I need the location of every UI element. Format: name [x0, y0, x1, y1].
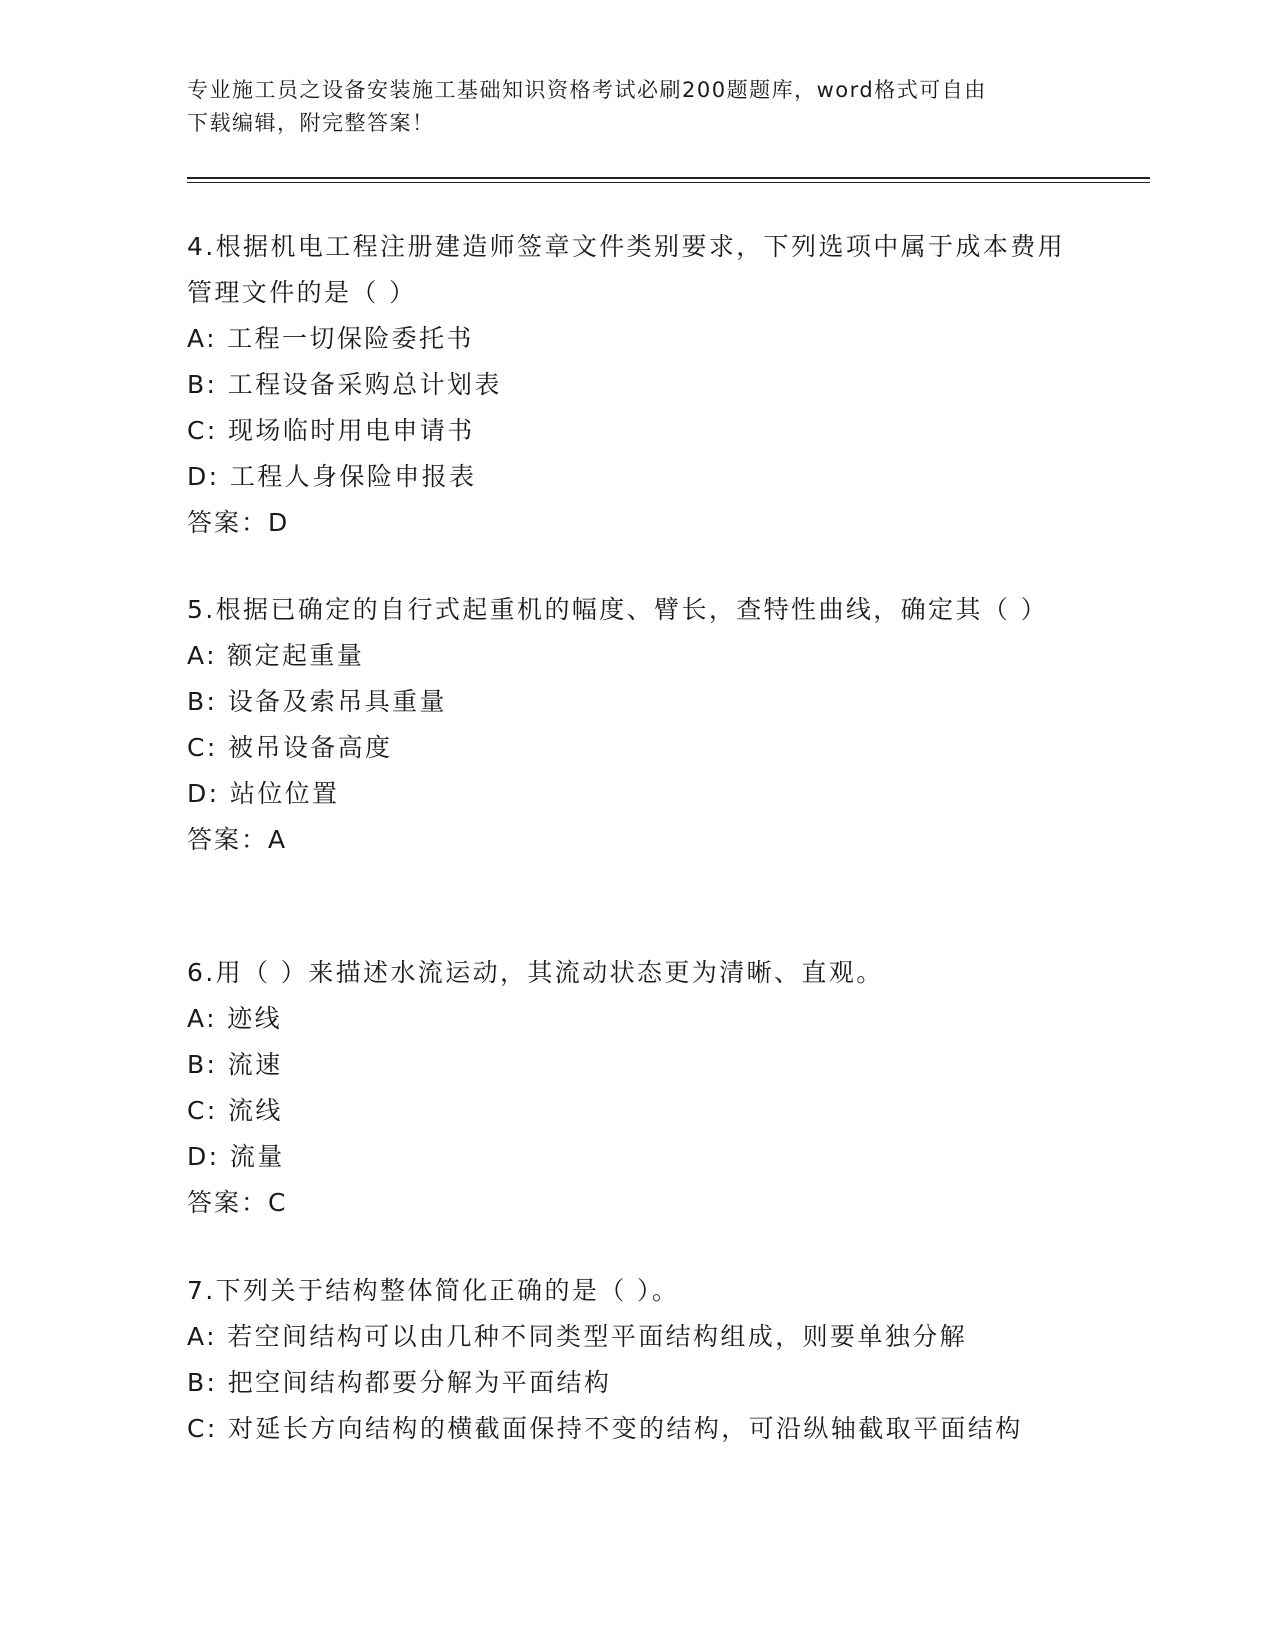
option-d: D: 站位位置	[187, 779, 340, 808]
question-5	[187, 587, 1087, 863]
answer-value: D	[268, 508, 289, 537]
option-c: C: 被吊设备高度	[187, 733, 393, 762]
question-6	[187, 950, 1087, 1226]
answer-label: 答案：	[187, 825, 269, 854]
option-b: B: 流速	[187, 1050, 283, 1079]
option-d: D: 流量	[187, 1142, 285, 1171]
option-a: A: 额定起重量	[187, 641, 365, 670]
question-7	[187, 1268, 1087, 1452]
option-a: A: 迹线	[187, 1004, 283, 1033]
answer-value: C	[268, 1188, 287, 1217]
document-header	[187, 74, 1067, 140]
answer-value: A	[268, 825, 287, 854]
header-divider-thick	[187, 177, 1150, 179]
answer-label: 答案：	[187, 508, 269, 537]
option-d: D: 工程人身保险申报表	[187, 462, 477, 491]
question-stem: 6.用（ ）来描述水流运动，其流动状态更为清晰、直观。	[187, 958, 884, 987]
option-c: C: 流线	[187, 1096, 283, 1125]
question-4	[187, 224, 1087, 546]
header-title-line-1: 专业施工员之设备安装施工基础知识资格考试必刷200题题库，word格式可自由	[187, 78, 987, 102]
answer-line	[187, 817, 1087, 863]
header-title-line-2: 下载编辑，附完整答案！	[187, 111, 435, 135]
option-a: A: 若空间结构可以由几种不同类型平面结构组成，则要单独分解	[187, 1322, 968, 1351]
option-b: B: 把空间结构都要分解为平面结构	[187, 1368, 612, 1397]
option-c: C: 对延长方向结构的横截面保持不变的结构，可沿纵轴截取平面结构	[187, 1414, 1023, 1443]
option-a: A: 工程一切保险委托书	[187, 324, 474, 353]
option-c: C: 现场临时用电申请书	[187, 416, 475, 445]
option-b: B: 工程设备采购总计划表	[187, 370, 502, 399]
question-stem: 7.下列关于结构整体简化正确的是（ ）。	[187, 1276, 680, 1305]
question-stem: 4.根据机电工程注册建造师签章文件类别要求，下列选项中属于成本费用管理文件的是（ ）	[187, 232, 1066, 307]
answer-line	[187, 500, 1087, 546]
question-stem: 5.根据已确定的自行式起重机的幅度、臂长，查特性曲线，确定其（ ）	[187, 595, 1049, 624]
option-b: B: 设备及索吊具重量	[187, 687, 447, 716]
answer-line	[187, 1180, 1087, 1226]
header-divider-thin	[187, 182, 1150, 183]
answer-label: 答案：	[187, 1188, 269, 1217]
